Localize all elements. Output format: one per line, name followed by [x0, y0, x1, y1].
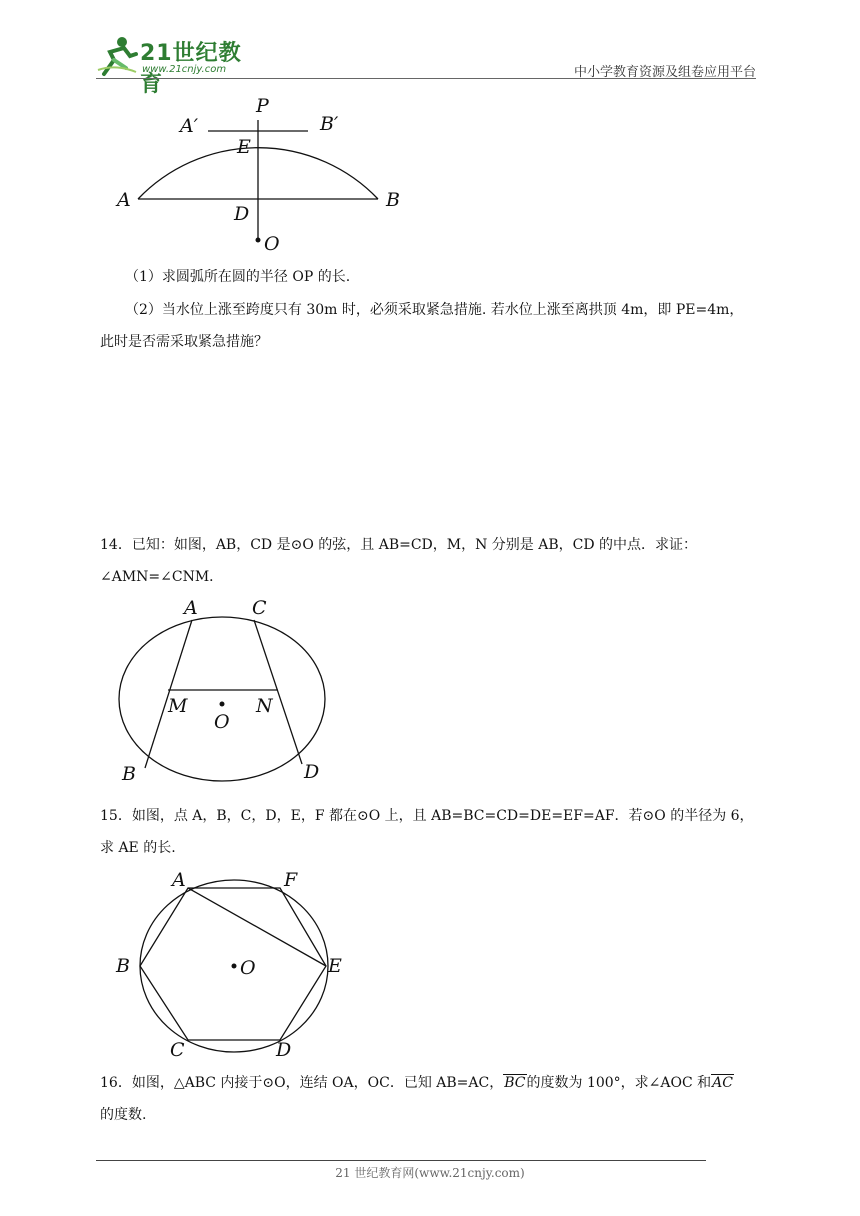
q16-text-a: 16．如图，△ABC 内接于⊙O，连结 OA，OC．已知 AB=AC，: [100, 1075, 504, 1091]
header-divider: [96, 78, 756, 79]
logo-url: www.21cnjy.com: [142, 64, 227, 75]
site-logo: [96, 34, 256, 97]
label-e: E: [237, 136, 251, 158]
figure-15-hexagon: [112, 866, 352, 1060]
segment-ae: [188, 888, 326, 966]
label-p: P: [256, 95, 269, 117]
label-a: A: [184, 597, 198, 619]
logo-text: 21世纪教育: [140, 41, 242, 97]
figure-14-chords: [110, 592, 340, 788]
footer-divider: [96, 1160, 706, 1161]
q13-part1: （1）求圆弧所在圆的半径 OP 的长.: [125, 269, 351, 285]
q13-part2-line1: （2）当水位上涨至跨度只有 30m 时，必须采取紧急措施. 若水位上涨至离拱顶 4m，即 PE=4m，: [125, 302, 744, 318]
label-d: D: [276, 1039, 292, 1061]
label-d: D: [234, 203, 250, 225]
figure-13-arch: [110, 92, 420, 257]
site-tagline: 中小学教育资源及组卷应用平台: [573, 65, 756, 80]
point-o: [256, 238, 261, 243]
label-o: O: [214, 711, 230, 733]
q16-line2: 的度数.: [100, 1107, 147, 1123]
q15-line2: 求 AE 的长.: [100, 840, 176, 856]
label-c: C: [252, 597, 267, 619]
circle-o: [119, 617, 325, 781]
arc-ac: AC: [712, 1075, 733, 1091]
q14-line2: ∠AMN=∠CNM．: [100, 569, 224, 585]
label-b: B: [386, 189, 400, 211]
label-c: C: [170, 1039, 185, 1061]
q14-line1: 14．已知：如图，AB，CD 是⊙O 的弦，且 AB=CD，M，N 分别是 AB，CD 的中点．求证：: [100, 537, 698, 553]
point-o: [232, 964, 237, 969]
label-d: D: [304, 761, 320, 783]
q15-line1: 15．如图，点 A，B，C，D，E，F 都在⊙O 上，且 AB=BC=CD=DE=EF=AF．若⊙O 的半径为 6，: [100, 808, 754, 824]
footer-text: 21 世纪教育网(www.21cnjy.com): [335, 1166, 525, 1180]
arc-bc: BC: [504, 1075, 526, 1091]
label-n: N: [256, 695, 273, 717]
label-a: A: [172, 869, 186, 891]
q16-text-b: 的度数为 100°，求∠AOC 和: [526, 1075, 712, 1091]
label-f: F: [284, 869, 298, 891]
q13-part2-line2: 此时是否需采取紧急措施？: [100, 334, 268, 350]
label-m: M: [168, 695, 188, 717]
label-a: A: [117, 189, 131, 211]
label-a-prime: A′: [180, 115, 199, 137]
label-o: O: [240, 957, 256, 979]
label-b: B: [116, 955, 130, 977]
q16-line1: [100, 1072, 734, 1094]
label-b-prime: B′: [320, 113, 339, 135]
label-e: E: [328, 955, 342, 977]
point-o: [220, 702, 225, 707]
runner-logo-icon: [96, 34, 140, 78]
label-o: O: [264, 233, 280, 255]
chord-ab: [145, 620, 192, 768]
label-b: B: [122, 763, 136, 785]
